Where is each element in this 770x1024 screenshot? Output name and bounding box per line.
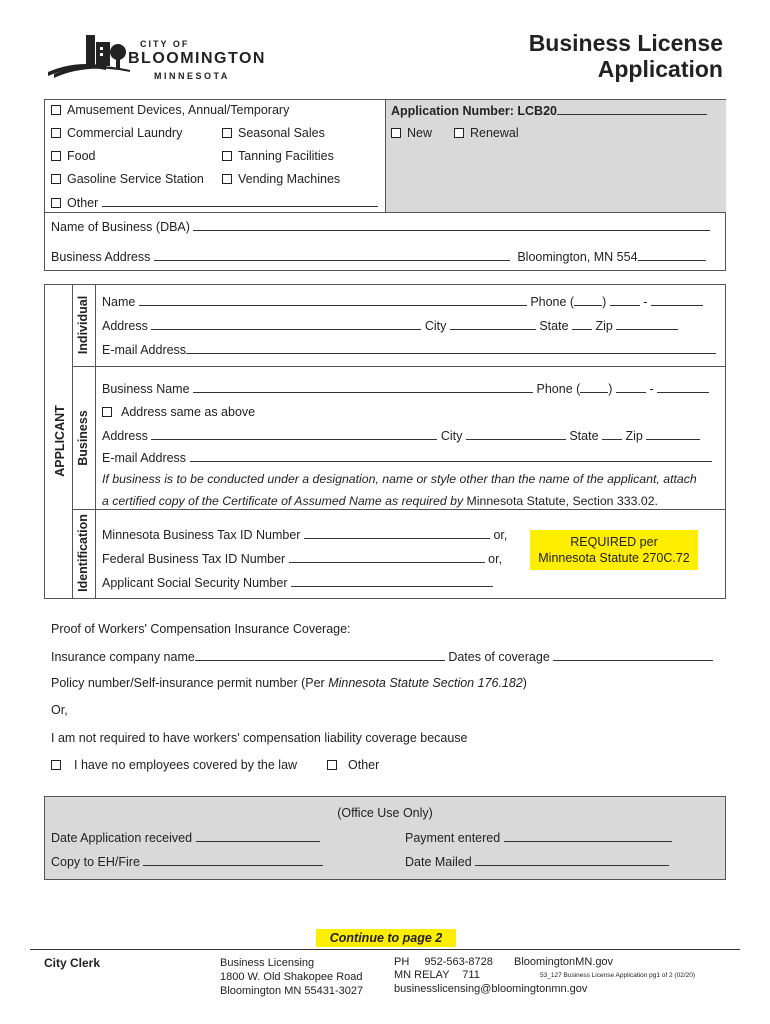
phone-label: PH bbox=[394, 956, 410, 968]
other-input[interactable] bbox=[102, 195, 378, 207]
city-skyline-icon bbox=[46, 30, 136, 90]
application-number-label: Application Number: LCB20 bbox=[391, 104, 557, 118]
business-address-input[interactable] bbox=[154, 249, 510, 261]
biz-state-input[interactable] bbox=[602, 428, 622, 440]
ind-state-input[interactable] bbox=[572, 318, 592, 330]
seasonal-sales-label: Seasonal Sales bbox=[238, 126, 325, 140]
copy-label: Copy to EH/Fire bbox=[51, 855, 140, 869]
other-label: Other bbox=[67, 196, 99, 210]
renewal-checkbox[interactable] bbox=[454, 128, 464, 138]
biz-phone-area-input[interactable] bbox=[580, 381, 608, 393]
biz-zip-label: Zip bbox=[625, 429, 643, 443]
no-employees-label: I have no employees covered by the law bbox=[74, 758, 298, 772]
date-mailed-label: Date Mailed bbox=[405, 855, 472, 869]
policy-label: Policy number/Self-insurance permit number (Per bbox=[51, 676, 325, 690]
subsection-column-divider bbox=[95, 284, 96, 599]
relay-number: 711 bbox=[462, 969, 480, 981]
ind-state-label: State bbox=[539, 319, 569, 333]
payment-entered-input[interactable] bbox=[504, 830, 672, 842]
biz-city-input[interactable] bbox=[466, 428, 566, 440]
biz-email-label: E-mail Address bbox=[102, 451, 187, 465]
required-line-2: Minnesota Statute 270C.72 bbox=[538, 551, 690, 565]
individual-label: Individual bbox=[76, 295, 90, 355]
dates-coverage-label: Dates of coverage bbox=[448, 650, 550, 664]
wc-other-label: Other bbox=[348, 758, 380, 772]
biz-zip-input[interactable] bbox=[646, 428, 700, 440]
not-required-text: I am not required to have workers' compensation liability coverage because bbox=[51, 731, 468, 745]
form-id: 53_127 Business License Application pg1 of 2 (02/20) bbox=[540, 972, 696, 979]
mn-tax-id-or: or, bbox=[493, 528, 508, 542]
applicant-label: APPLICANT bbox=[53, 405, 67, 477]
biz-address-label: Address bbox=[102, 429, 148, 443]
office-use-title: (Office Use Only) bbox=[337, 806, 433, 820]
title-line-1: Business License bbox=[528, 30, 723, 56]
insurance-company-label: Insurance company name bbox=[51, 650, 195, 664]
phone-number: 952-563-8728 bbox=[424, 956, 493, 968]
amusement-checkbox[interactable] bbox=[51, 105, 61, 115]
dba-note-line-2: a certified copy of the Certificate of Assumed Name as required by bbox=[102, 494, 464, 508]
gasoline-label: Gasoline Service Station bbox=[67, 172, 204, 186]
ind-phone-dash: - bbox=[643, 295, 648, 309]
fed-tax-id-input[interactable] bbox=[289, 551, 485, 563]
ind-name-label: Name bbox=[102, 295, 136, 309]
seasonal-sales-checkbox[interactable] bbox=[222, 128, 232, 138]
biz-phone-number-input[interactable] bbox=[657, 381, 709, 393]
individual-divider bbox=[72, 366, 726, 367]
logo-state: MINNESOTA bbox=[154, 71, 230, 81]
business-address-label: Business Address bbox=[51, 250, 151, 264]
ind-phone-prefix-input[interactable] bbox=[610, 294, 640, 306]
fed-tax-id-label: Federal Business Tax ID Number bbox=[102, 552, 286, 566]
new-checkbox[interactable] bbox=[391, 128, 401, 138]
identification-label: Identification bbox=[76, 514, 90, 592]
workers-comp-or: Or, bbox=[51, 703, 68, 717]
footer-address-3: Bloomington MN 55431-3027 bbox=[220, 985, 364, 997]
ssn-input[interactable] bbox=[291, 575, 493, 587]
date-received-label: Date Application received bbox=[51, 831, 193, 845]
amusement-label: Amusement Devices, Annual/Temporary bbox=[67, 103, 290, 117]
relay-label: MN RELAY bbox=[394, 969, 450, 981]
footer-address-2: 1800 W. Old Shakopee Road bbox=[220, 971, 363, 983]
business-section-label: Business bbox=[76, 410, 90, 466]
ind-address-label: Address bbox=[102, 319, 148, 333]
ind-zip-input[interactable] bbox=[616, 318, 678, 330]
applicant-column-divider bbox=[72, 284, 73, 599]
city-logo bbox=[46, 30, 276, 90]
policy-statute: Minnesota Statute Section 176.182 bbox=[328, 676, 523, 690]
website-link[interactable]: BloomingtonMN.gov bbox=[514, 956, 614, 968]
biz-name-label: Business Name bbox=[102, 382, 190, 396]
business-city-state: Bloomington, MN 554 bbox=[517, 250, 638, 264]
logo-name: BLOOMINGTON bbox=[128, 50, 266, 67]
payment-entered-label: Payment entered bbox=[405, 831, 501, 845]
business-divider bbox=[72, 509, 726, 510]
page-title bbox=[529, 30, 723, 82]
policy-close: ) bbox=[522, 676, 527, 690]
ind-city-label: City bbox=[424, 319, 447, 333]
gasoline-checkbox[interactable] bbox=[51, 174, 61, 184]
biz-phone-dash: - bbox=[649, 382, 654, 396]
required-line-1: REQUIRED per bbox=[570, 535, 658, 549]
biz-state-label: State bbox=[569, 429, 599, 443]
footer-rule bbox=[30, 949, 740, 950]
ind-email-label: E-mail Address bbox=[102, 343, 187, 357]
ind-email-input[interactable] bbox=[186, 342, 716, 354]
wc-other-checkbox[interactable] bbox=[327, 760, 337, 770]
fed-tax-id-or: or, bbox=[488, 552, 503, 566]
dates-coverage-input[interactable] bbox=[553, 649, 713, 661]
biz-address-input[interactable] bbox=[151, 428, 437, 440]
insurance-company-input[interactable] bbox=[195, 649, 445, 661]
other-checkbox[interactable] bbox=[51, 198, 61, 208]
biz-phone-label: Phone ( bbox=[536, 382, 581, 396]
copy-input[interactable] bbox=[143, 854, 323, 866]
business-name-input[interactable] bbox=[193, 219, 710, 231]
dba-note-line-1: If business is to be conducted under a designation, name or style other than the name of the applicant, attach bbox=[102, 472, 697, 486]
biz-email-input[interactable] bbox=[190, 450, 712, 462]
divider bbox=[44, 212, 726, 213]
tanning-label: Tanning Facilities bbox=[238, 149, 334, 163]
food-label: Food bbox=[67, 149, 96, 163]
food-checkbox[interactable] bbox=[51, 151, 61, 161]
tanning-checkbox[interactable] bbox=[222, 151, 232, 161]
vending-label: Vending Machines bbox=[238, 172, 341, 186]
ssn-label: Applicant Social Security Number bbox=[102, 576, 288, 590]
business-name-label: Name of Business (DBA) bbox=[51, 220, 190, 234]
ind-phone-label: Phone ( bbox=[530, 295, 575, 309]
email-link[interactable]: businesslicensing@bloomingtonmn.gov bbox=[394, 983, 588, 995]
logo-city-of: CITY OF bbox=[140, 39, 190, 49]
biz-name-input[interactable] bbox=[193, 381, 533, 393]
application-number-input[interactable] bbox=[557, 103, 707, 115]
ind-zip-label: Zip bbox=[595, 319, 613, 333]
biz-city-label: City bbox=[440, 429, 463, 443]
same-address-label: Address same as above bbox=[121, 405, 256, 419]
dba-note-statute: Minnesota Statute, Section 333.02. bbox=[466, 494, 658, 508]
ind-phone-close: ) bbox=[602, 295, 607, 309]
commercial-laundry-label: Commercial Laundry bbox=[67, 126, 183, 140]
biz-phone-prefix-input[interactable] bbox=[616, 381, 646, 393]
title-line-2: Application bbox=[597, 56, 723, 82]
ind-phone-number-input[interactable] bbox=[651, 294, 703, 306]
commercial-laundry-checkbox[interactable] bbox=[51, 128, 61, 138]
no-employees-checkbox[interactable] bbox=[51, 760, 61, 770]
ind-address-input[interactable] bbox=[151, 318, 421, 330]
new-label: New bbox=[407, 126, 433, 140]
ind-phone-area-input[interactable] bbox=[574, 294, 602, 306]
required-badge bbox=[530, 530, 698, 570]
vending-checkbox[interactable] bbox=[222, 174, 232, 184]
biz-phone-close: ) bbox=[608, 382, 613, 396]
workers-comp-proof: Proof of Workers' Compensation Insurance Coverage: bbox=[51, 622, 351, 636]
same-address-checkbox[interactable] bbox=[102, 407, 112, 417]
mn-tax-id-input[interactable] bbox=[304, 527, 490, 539]
continue-banner bbox=[316, 929, 456, 947]
ind-city-input[interactable] bbox=[450, 318, 536, 330]
ind-name-input[interactable] bbox=[139, 294, 527, 306]
city-clerk: City Clerk bbox=[44, 956, 101, 970]
date-mailed-input[interactable] bbox=[475, 854, 669, 866]
renewal-label: Renewal bbox=[470, 126, 519, 140]
business-zip-input[interactable] bbox=[638, 249, 706, 261]
continue-text: Continue to page 2 bbox=[329, 931, 443, 945]
mn-tax-id-label: Minnesota Business Tax ID Number bbox=[102, 528, 301, 542]
footer-address-1: Business Licensing bbox=[220, 957, 315, 969]
date-received-input[interactable] bbox=[196, 830, 320, 842]
